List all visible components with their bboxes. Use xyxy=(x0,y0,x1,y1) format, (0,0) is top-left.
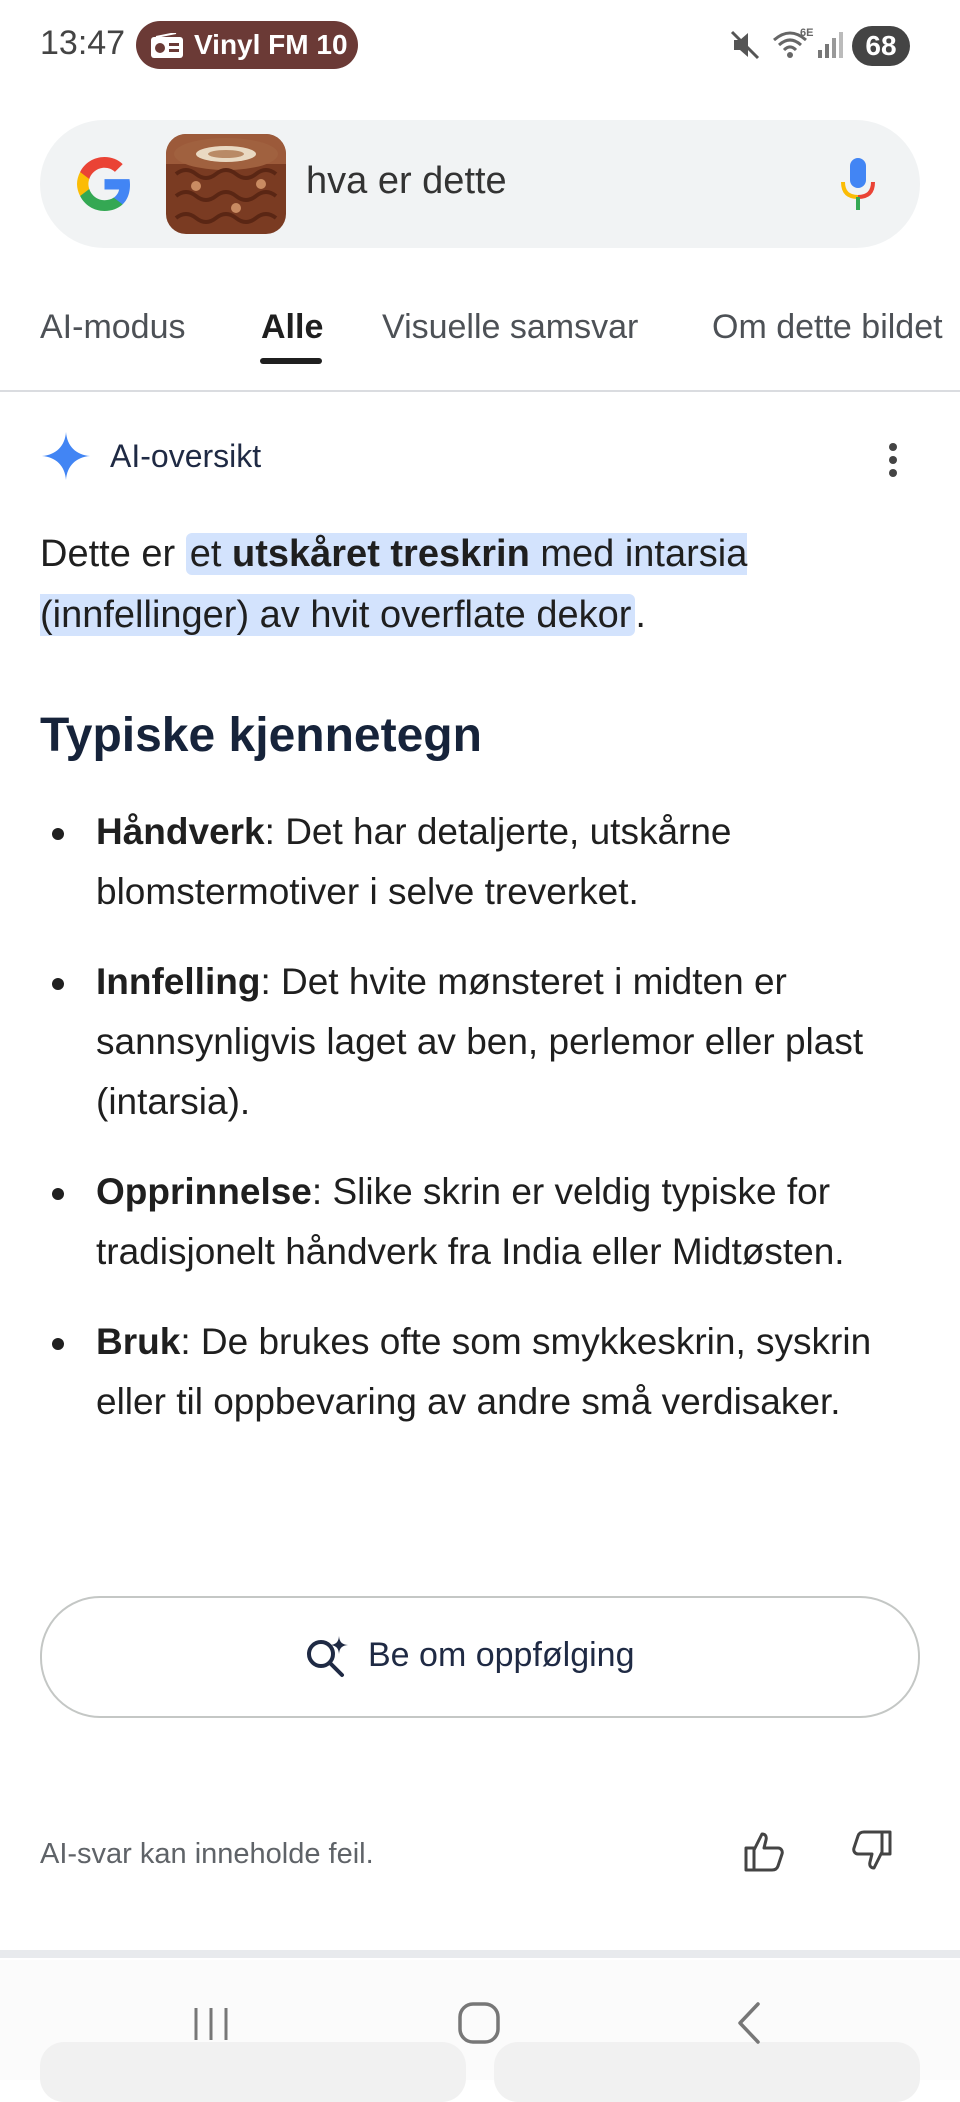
ai-disclaimer: AI-svar kan inneholde feil. xyxy=(40,1838,374,1870)
section-heading: Typiske kjennetegn xyxy=(40,709,482,762)
signal-icon xyxy=(816,30,846,60)
status-time: 13:47 xyxy=(40,24,126,62)
back-icon[interactable] xyxy=(730,2000,770,2046)
network-label: 6E xyxy=(800,27,814,39)
list-item-text: : Slike skrin er veldig typiske for tradisjonelt håndverk fra India eller Midtøsten. xyxy=(96,1171,845,1272)
bullet xyxy=(52,978,64,990)
list-item xyxy=(40,1162,920,1282)
search-sparkle-icon xyxy=(304,1634,350,1680)
search-image-thumbnail[interactable] xyxy=(166,134,286,234)
list-item-text: : Det har detaljerte, utskårne blomstermotiver i selve treverket. xyxy=(96,811,732,912)
google-logo-icon[interactable] xyxy=(74,154,134,214)
ai-overview-summary xyxy=(40,524,920,646)
summary-highlight-start: et xyxy=(189,533,222,575)
ai-overview-title: AI-oversikt xyxy=(110,438,262,474)
radio-chip[interactable] xyxy=(136,21,358,69)
list-item xyxy=(40,802,920,922)
radio-label: Vinyl FM 10 xyxy=(194,29,348,60)
more-options-icon[interactable] xyxy=(886,442,900,478)
recent-apps-icon[interactable] xyxy=(190,2004,232,2044)
battery-icon: 68 xyxy=(852,26,910,66)
mic-icon[interactable] xyxy=(840,156,876,212)
ai-sparkle-icon xyxy=(40,430,92,482)
summary-suffix: . xyxy=(635,594,646,636)
ask-followup-button[interactable] xyxy=(40,1596,920,1718)
feature-list xyxy=(40,802,920,1462)
wifi-icon xyxy=(770,26,816,62)
list-item-term: Innfelling xyxy=(96,961,261,1002)
list-item-text: : De brukes ofte som smykkeskrin, syskrin eller til oppbevaring av andre små verdisaker. xyxy=(96,1321,872,1422)
ask-followup-label: Be om oppfølging xyxy=(368,1636,635,1674)
active-tab-indicator xyxy=(260,358,322,364)
list-item-term: Håndverk xyxy=(96,811,265,852)
bullet xyxy=(52,1188,64,1200)
list-item-text: : Det hvite mønsteret i midten er sannsynligvis laget av ben, perlemor eller plast (intarsia). xyxy=(96,961,864,1122)
carved-box-image xyxy=(166,134,286,234)
summary-prefix: Dette er xyxy=(40,533,176,575)
system-navigation-bar xyxy=(0,1960,960,2080)
list-item xyxy=(40,1312,920,1432)
tab-ai-modus[interactable]: AI-modus xyxy=(40,308,186,346)
bullet xyxy=(52,1338,64,1350)
section-divider xyxy=(0,1950,960,1958)
search-bar[interactable] xyxy=(40,120,920,248)
search-query[interactable]: hva er dette xyxy=(306,160,507,202)
tab-om-dette-bildet[interactable]: Om dette bildet xyxy=(712,308,943,346)
list-item-term: Opprinnelse xyxy=(96,1171,312,1212)
list-item-term: Bruk xyxy=(96,1321,181,1362)
thumbs-up-icon[interactable] xyxy=(740,1826,790,1876)
home-icon[interactable] xyxy=(456,2000,502,2046)
tab-alle[interactable]: Alle xyxy=(261,308,324,346)
radio-icon xyxy=(150,33,184,59)
status-bar xyxy=(0,0,960,90)
tab-visuelle-samsvar[interactable]: Visuelle samsvar xyxy=(382,308,639,346)
bullet xyxy=(52,828,64,840)
summary-highlight-bold: utskåret treskrin xyxy=(232,533,530,575)
summary-highlight-end: med intarsia (innfellinger) av hvit overflate dekor xyxy=(40,533,748,636)
thumbs-down-icon[interactable] xyxy=(846,1826,896,1876)
ai-overview-header xyxy=(40,428,920,488)
search-tabs xyxy=(0,290,960,392)
list-item xyxy=(40,952,920,1132)
next-result-card[interactable] xyxy=(40,2042,466,2102)
next-result-card[interactable] xyxy=(494,2042,920,2102)
mute-icon xyxy=(728,28,762,62)
